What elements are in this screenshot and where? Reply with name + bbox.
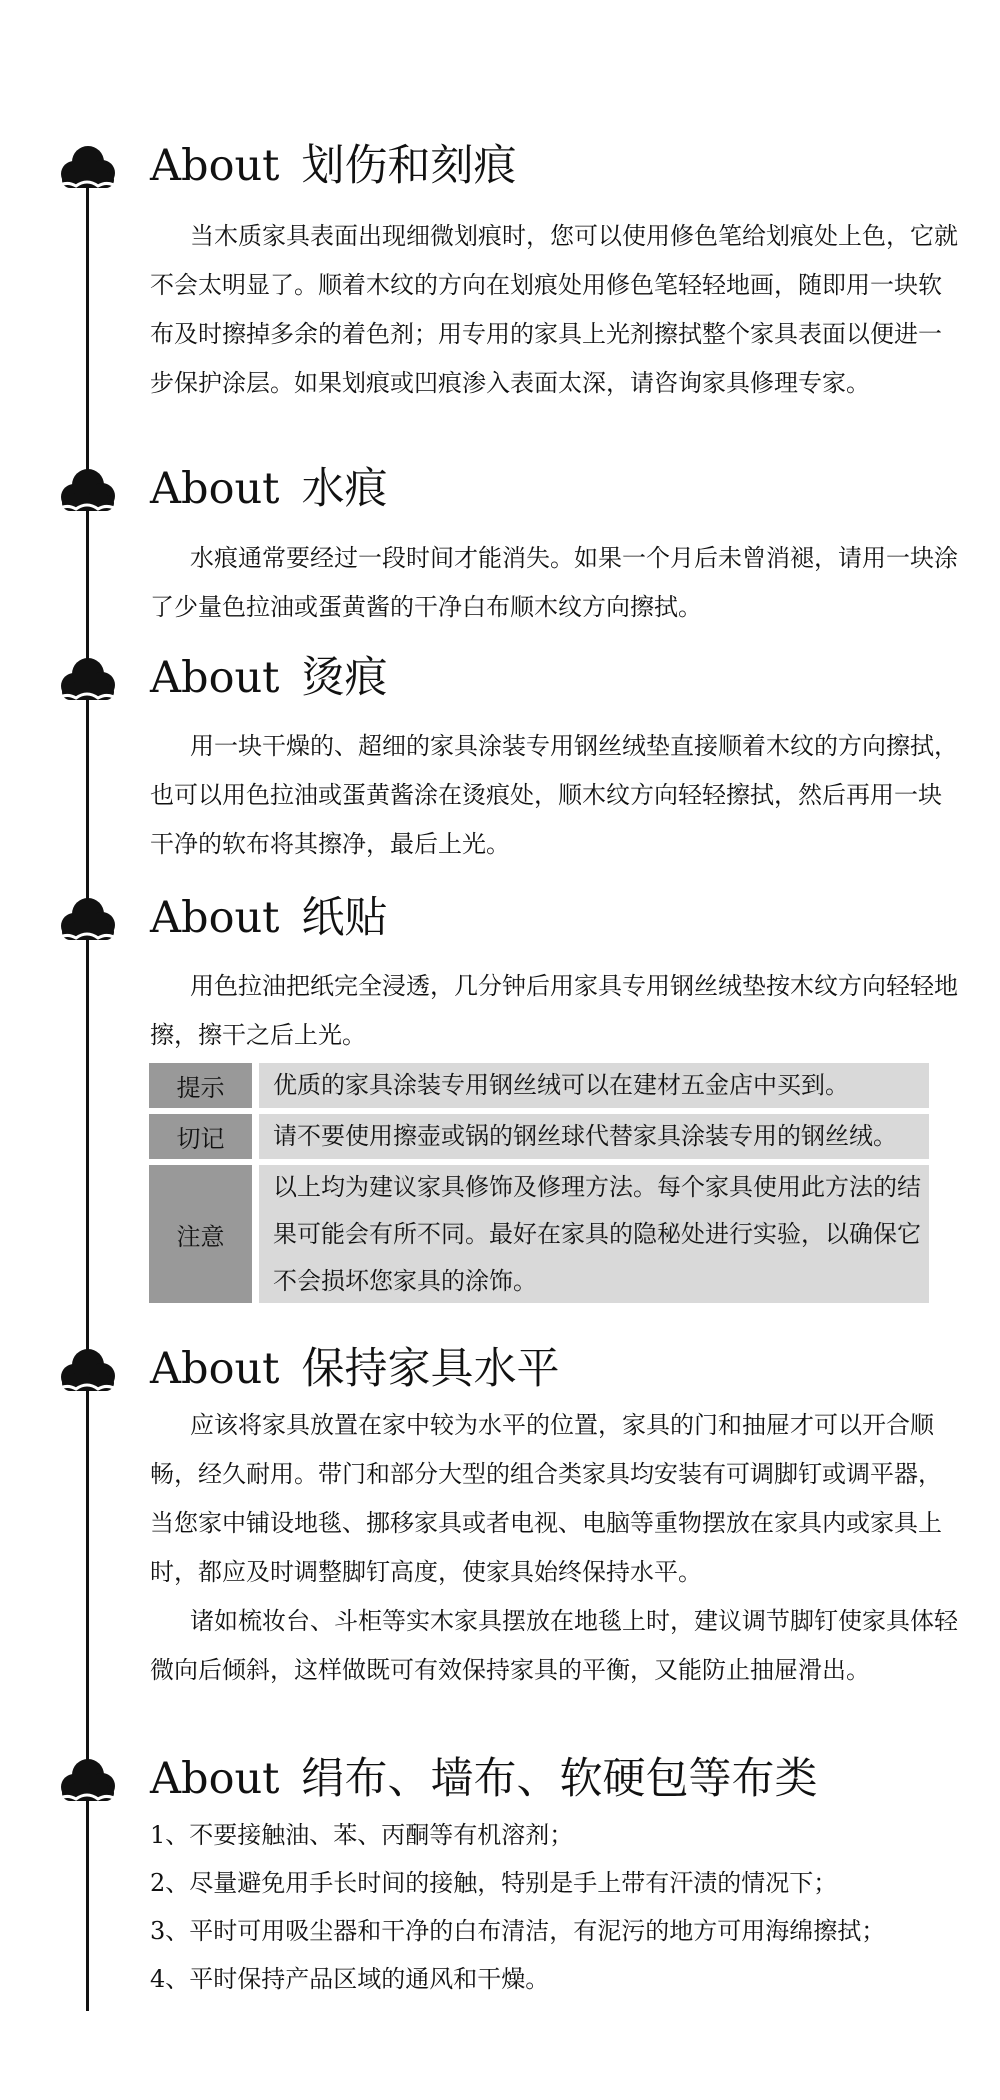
list-item: 4、平时保持产品区域的通风和干燥。 (150, 1965, 550, 1993)
note-row-remember (149, 1114, 929, 1159)
note-text-content: 优质的家具涂装专用钢丝绒可以在建材五金店中买到。 (273, 1071, 849, 1099)
section-paragraph: 水痕通常要经过一段时间才能消失。如果一个月后未曾消褪，请用一块涂了少量色拉油或蛋黄酱的干净白布顺木纹方向擦拭。 (150, 544, 958, 621)
note-label: 切记 (149, 1114, 252, 1159)
note-text (259, 1165, 929, 1303)
cloud-icon (54, 1347, 120, 1397)
note-text (259, 1114, 929, 1159)
cloud-icon (54, 1757, 120, 1807)
title-en: About (150, 141, 280, 191)
section-title (150, 459, 387, 519)
note-text (259, 1063, 929, 1108)
notes-table (149, 1063, 929, 1303)
section-paragraph: 应该将家具放置在家中较为水平的位置，家具的门和抽屉才可以开合顺畅，经久耐用。带门和部分大型的组合类家具均安装有可调脚钉或调平器，当您家中铺设地毯、挪移家具或者电视、电脑等重物摆放在家具内或家具上时，都应及时调整脚钉高度，使家具始终保持水平。 (150, 1411, 942, 1586)
cloud-icon (54, 467, 120, 517)
section-title (150, 648, 387, 708)
note-text-content: 请不要使用擦壶或锅的钢丝球代替家具涂装专用的钢丝绒。 (273, 1122, 897, 1150)
title-en: About (150, 464, 280, 514)
section-paragraph: 用色拉油把纸完全浸透，几分钟后用家具专用钢丝绒垫按木纹方向轻轻地擦，擦干之后上光。 (150, 972, 958, 1049)
section-title (150, 888, 387, 948)
section-title (150, 1339, 559, 1399)
title-zh: 水痕 (301, 464, 388, 514)
timeline-line (86, 168, 89, 2011)
note-label: 提示 (149, 1063, 252, 1108)
section-title (150, 1749, 817, 1809)
note-text-content: 以上均为建议家具修饰及修理方法。每个家具使用此方法的结果可能会有所不同。最好在家具的隐秘处进行实验，以确保它不会损坏您家具的涂饰。 (273, 1172, 921, 1295)
title-zh: 纸贴 (301, 893, 388, 943)
title-zh: 保持家具水平 (301, 1344, 560, 1394)
note-row-caution (149, 1165, 929, 1303)
section-paragraph: 诸如梳妆台、斗柜等实木家具摆放在地毯上时，建议调节脚钉使家具体轻微向后倾斜，这样做既可有效保持家具的平衡，又能防止抽屉滑出。 (150, 1607, 958, 1684)
title-en: About (150, 653, 280, 703)
list-item: 2、尽量避免用手长时间的接触，特别是手上带有汗渍的情况下； (150, 1869, 838, 1897)
title-zh: 烫痕 (301, 653, 388, 703)
title-zh: 划伤和刻痕 (301, 141, 517, 191)
list-item: 3、平时可用吸尘器和干净的白布清洁，有泥污的地方可用海绵擦拭； (150, 1917, 886, 1945)
title-en: About (150, 1344, 280, 1394)
cloud-icon (54, 144, 120, 194)
title-en: About (150, 1754, 280, 1804)
section-paragraph: 当木质家具表面出现细微划痕时，您可以使用修色笔给划痕处上色，它就不会太明显了。顺着木纹的方向在划痕处用修色笔轻轻地画，随即用一块软布及时擦掉多余的着色剂；用专用的家具上光剂擦拭整个家具表面以便进一步保护涂层。如果划痕或凹痕渗入表面太深，请咨询家具修理专家。 (150, 222, 958, 397)
note-label: 注意 (149, 1165, 252, 1303)
cloud-icon (54, 896, 120, 946)
note-row-tip (149, 1063, 929, 1108)
cloud-icon (54, 656, 120, 706)
title-zh: 绢布、墙布、软硬包等布类 (301, 1754, 818, 1804)
section-paragraph: 用一块干燥的、超细的家具涂装专用钢丝绒垫直接顺着木纹的方向擦拭，也可以用色拉油或蛋黄酱涂在烫痕处，顺木纹方向轻轻擦拭，然后再用一块干净的软布将其擦净，最后上光。 (150, 732, 958, 858)
section-title (150, 136, 516, 196)
title-en: About (150, 893, 280, 943)
list-item: 1、不要接触油、苯、丙酮等有机溶剂； (150, 1821, 574, 1849)
care-list (150, 1811, 970, 2003)
